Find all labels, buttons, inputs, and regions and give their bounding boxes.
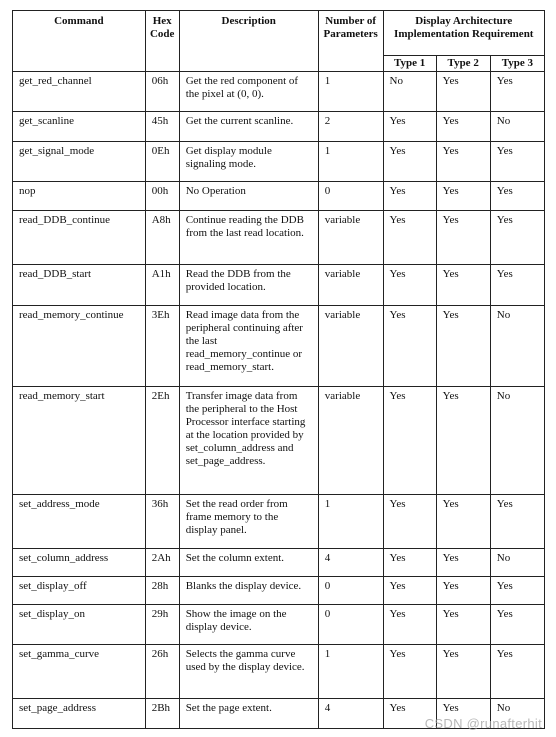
- cell-type-1: Yes: [383, 495, 436, 549]
- cell-num-params: 1: [318, 495, 383, 549]
- cell-type-3: Yes: [490, 605, 544, 645]
- cell-command: read_memory_start: [13, 387, 146, 495]
- cell-type-1: Yes: [383, 605, 436, 645]
- cell-type-2: Yes: [436, 577, 490, 605]
- cell-type-3: Yes: [490, 645, 544, 699]
- cell-type-1: Yes: [383, 699, 436, 729]
- header-description: Description: [179, 11, 318, 72]
- header-type-1: Type 1: [383, 56, 436, 72]
- cell-type-3: No: [490, 112, 544, 142]
- cell-type-1: Yes: [383, 387, 436, 495]
- cell-hex-code: 3Eh: [145, 306, 179, 387]
- cell-command: set_display_on: [13, 605, 146, 645]
- cell-type-2: Yes: [436, 495, 490, 549]
- cell-type-1: Yes: [383, 112, 436, 142]
- cell-command: get_red_channel: [13, 72, 146, 112]
- cell-type-2: Yes: [436, 549, 490, 577]
- watermark-text: CSDN @runafterhit: [424, 716, 542, 731]
- cell-type-3: Yes: [490, 182, 544, 211]
- cell-num-params: 4: [318, 699, 383, 729]
- table-row: [13, 142, 545, 182]
- cell-type-1: No: [383, 72, 436, 112]
- table-row: [13, 645, 545, 699]
- cell-description: Get display module signaling mode.: [179, 142, 318, 182]
- cell-type-3: No: [490, 387, 544, 495]
- cell-type-3: Yes: [490, 211, 544, 265]
- cell-type-1: Yes: [383, 645, 436, 699]
- cell-description: Set the read order from frame memory to the display panel.: [179, 495, 318, 549]
- cell-description: Get the red component of the pixel at (0, 0).: [179, 72, 318, 112]
- cell-description: Blanks the display device.: [179, 577, 318, 605]
- table-row: [13, 72, 545, 112]
- cell-command: set_gamma_curve: [13, 645, 146, 699]
- cell-type-2: Yes: [436, 699, 490, 729]
- cell-command: set_column_address: [13, 549, 146, 577]
- cell-num-params: 1: [318, 645, 383, 699]
- cell-type-2: Yes: [436, 645, 490, 699]
- cell-type-1: Yes: [383, 142, 436, 182]
- cell-description: Read the DDB from the provided location.: [179, 265, 318, 306]
- cell-num-params: 0: [318, 577, 383, 605]
- cell-hex-code: 29h: [145, 605, 179, 645]
- cell-type-1: Yes: [383, 265, 436, 306]
- header-type-2: Type 2: [436, 56, 490, 72]
- cell-type-3: No: [490, 699, 544, 729]
- cell-type-1: Yes: [383, 306, 436, 387]
- cell-type-3: Yes: [490, 265, 544, 306]
- cell-type-1: Yes: [383, 182, 436, 211]
- cell-hex-code: 45h: [145, 112, 179, 142]
- cell-type-1: Yes: [383, 549, 436, 577]
- cell-num-params: variable: [318, 306, 383, 387]
- table-row: [13, 211, 545, 265]
- table-row: [13, 306, 545, 387]
- cell-hex-code: 28h: [145, 577, 179, 605]
- cell-description: No Operation: [179, 182, 318, 211]
- table-row: [13, 182, 545, 211]
- cell-num-params: variable: [318, 387, 383, 495]
- cell-type-3: Yes: [490, 72, 544, 112]
- cell-type-3: Yes: [490, 577, 544, 605]
- cell-type-2: Yes: [436, 182, 490, 211]
- cell-hex-code: 2Bh: [145, 699, 179, 729]
- header-type-3: Type 3: [490, 56, 544, 72]
- cell-command: read_DDB_start: [13, 265, 146, 306]
- cell-num-params: 2: [318, 112, 383, 142]
- cell-type-2: Yes: [436, 306, 490, 387]
- header-command: Command: [13, 11, 146, 72]
- table-row: [13, 387, 545, 495]
- cell-command: get_signal_mode: [13, 142, 146, 182]
- cell-type-2: Yes: [436, 605, 490, 645]
- cell-type-2: Yes: [436, 72, 490, 112]
- cell-description: Read image data from the peripheral continuing after the last read_memory_continue or read_memory_start.: [179, 306, 318, 387]
- cell-description: Selects the gamma curve used by the display device.: [179, 645, 318, 699]
- cell-command: read_memory_continue: [13, 306, 146, 387]
- header-display-architecture: Display Architecture Implementation Requirement: [383, 11, 544, 56]
- cell-command: set_page_address: [13, 699, 146, 729]
- cell-hex-code: 2Eh: [145, 387, 179, 495]
- cell-description: Show the image on the display device.: [179, 605, 318, 645]
- table-row: [13, 549, 545, 577]
- cell-description: Continue reading the DDB from the last read location.: [179, 211, 318, 265]
- cell-num-params: 0: [318, 605, 383, 645]
- cell-type-2: Yes: [436, 387, 490, 495]
- cell-num-params: 4: [318, 549, 383, 577]
- cell-num-params: variable: [318, 265, 383, 306]
- cell-description: Transfer image data from the peripheral to the Host Processor interface starting at the location provided by set_column_address and set_page_address.: [179, 387, 318, 495]
- cell-hex-code: A1h: [145, 265, 179, 306]
- cell-hex-code: 26h: [145, 645, 179, 699]
- cell-command: nop: [13, 182, 146, 211]
- cell-num-params: variable: [318, 211, 383, 265]
- cell-description: Get the current scanline.: [179, 112, 318, 142]
- header-row: [13, 11, 545, 56]
- cell-num-params: 1: [318, 142, 383, 182]
- header-hex-code: Hex Code: [145, 11, 179, 72]
- table-row: [13, 265, 545, 306]
- cell-hex-code: A8h: [145, 211, 179, 265]
- cell-type-2: Yes: [436, 265, 490, 306]
- cell-description: Set the page extent.: [179, 699, 318, 729]
- cell-command: set_address_mode: [13, 495, 146, 549]
- cell-type-3: Yes: [490, 142, 544, 182]
- table-body: [13, 72, 545, 729]
- cell-type-2: Yes: [436, 211, 490, 265]
- cell-type-2: Yes: [436, 142, 490, 182]
- cell-hex-code: 0Eh: [145, 142, 179, 182]
- command-table: [12, 10, 545, 729]
- cell-command: get_scanline: [13, 112, 146, 142]
- cell-num-params: 0: [318, 182, 383, 211]
- cell-type-2: Yes: [436, 112, 490, 142]
- cell-type-1: Yes: [383, 577, 436, 605]
- cell-type-3: No: [490, 549, 544, 577]
- cell-hex-code: 00h: [145, 182, 179, 211]
- cell-command: read_DDB_continue: [13, 211, 146, 265]
- cell-num-params: 1: [318, 72, 383, 112]
- cell-description: Set the column extent.: [179, 549, 318, 577]
- cell-type-1: Yes: [383, 211, 436, 265]
- table-row: [13, 605, 545, 645]
- cell-command: set_display_off: [13, 577, 146, 605]
- cell-hex-code: 06h: [145, 72, 179, 112]
- cell-type-3: Yes: [490, 495, 544, 549]
- cell-type-3: No: [490, 306, 544, 387]
- cell-hex-code: 36h: [145, 495, 179, 549]
- header-num-params: Number of Parameters: [318, 11, 383, 72]
- table-row: [13, 577, 545, 605]
- table-row: [13, 112, 545, 142]
- table-row: [13, 495, 545, 549]
- cell-hex-code: 2Ah: [145, 549, 179, 577]
